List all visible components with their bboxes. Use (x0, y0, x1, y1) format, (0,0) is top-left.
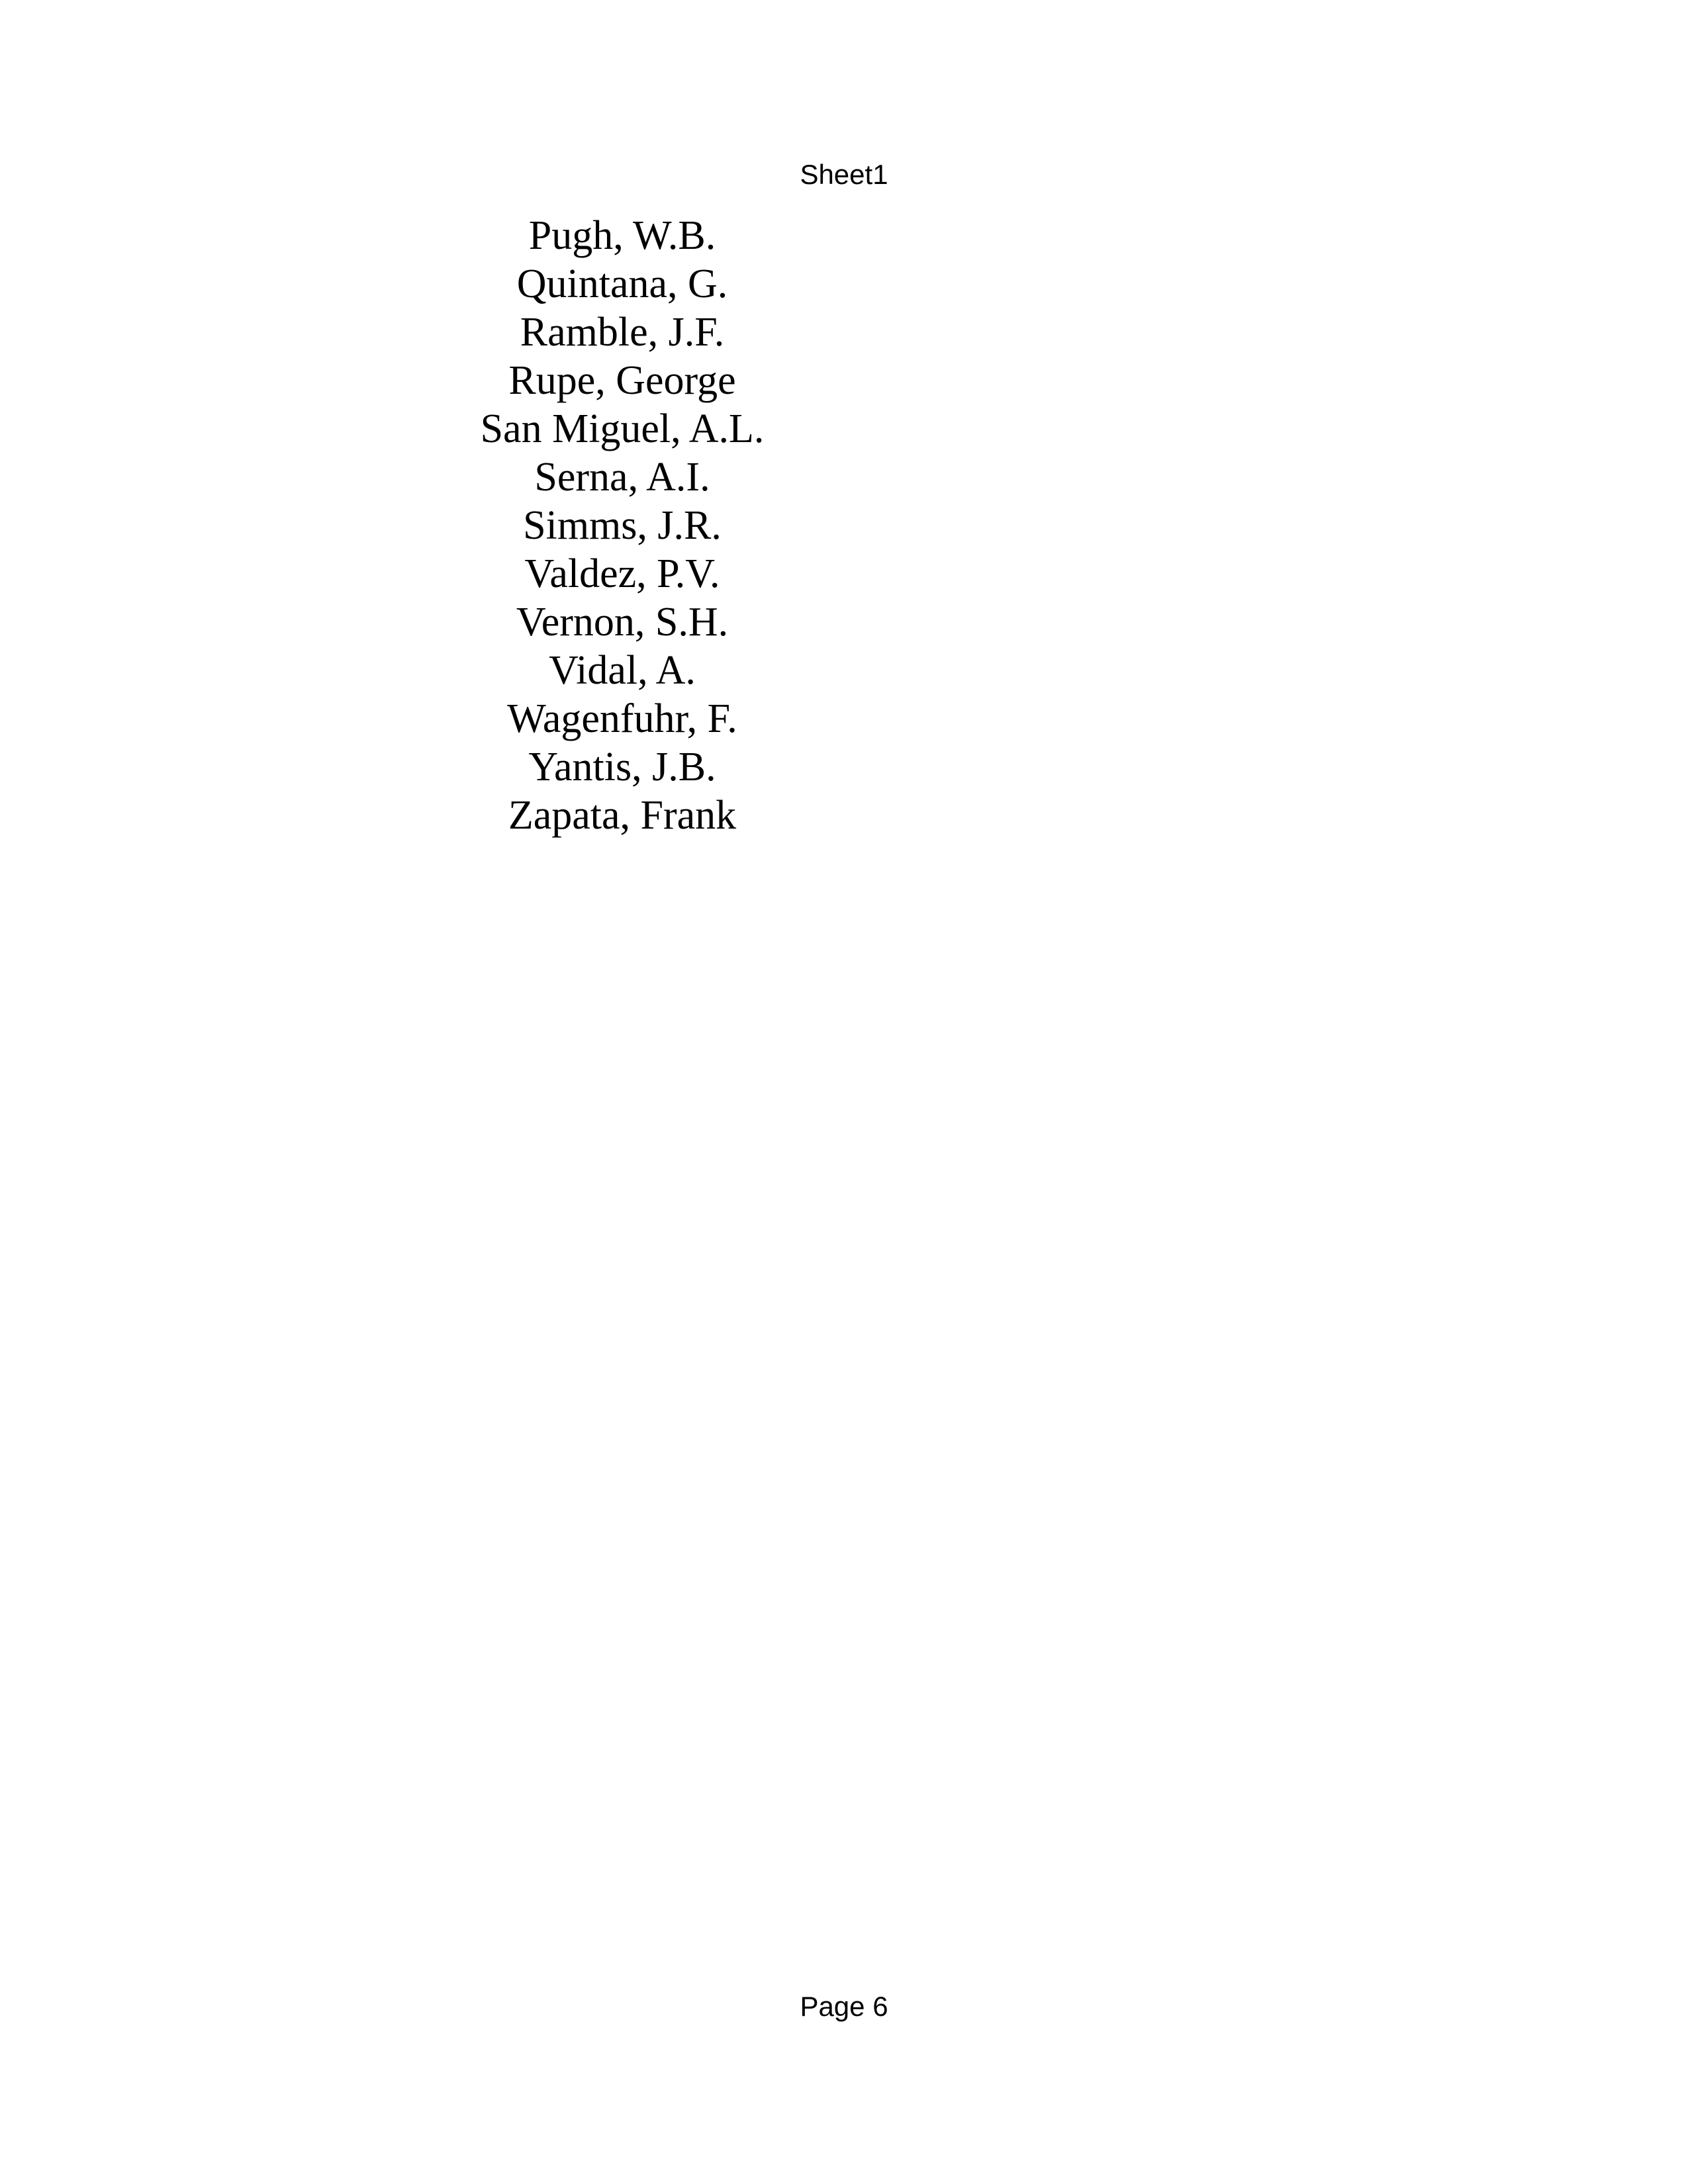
list-item: Pugh, W.B. (528, 213, 716, 258)
list-item: Serna, A.I. (534, 455, 710, 500)
page-number: Page 6 (800, 1991, 888, 2022)
list-item: Vidal, A. (549, 648, 696, 693)
list-item: Rupe, George (508, 358, 736, 403)
list-item: Wagenfuhr, F. (507, 696, 737, 741)
list-item: Vernon, S.H. (516, 600, 729, 645)
list-item: Simms, J.R. (523, 503, 722, 548)
list-item: San Miguel, A.L. (480, 406, 765, 451)
list-item: Quintana, G. (516, 261, 728, 306)
list-item: Yantis, J.B. (528, 745, 716, 790)
list-item: Zapata, Frank (508, 793, 737, 838)
list-item: Ramble, J.F. (520, 310, 725, 355)
sheet-title: Sheet1 (800, 159, 888, 190)
list-item: Valdez, P.V. (524, 551, 720, 596)
name-list (424, 212, 821, 840)
